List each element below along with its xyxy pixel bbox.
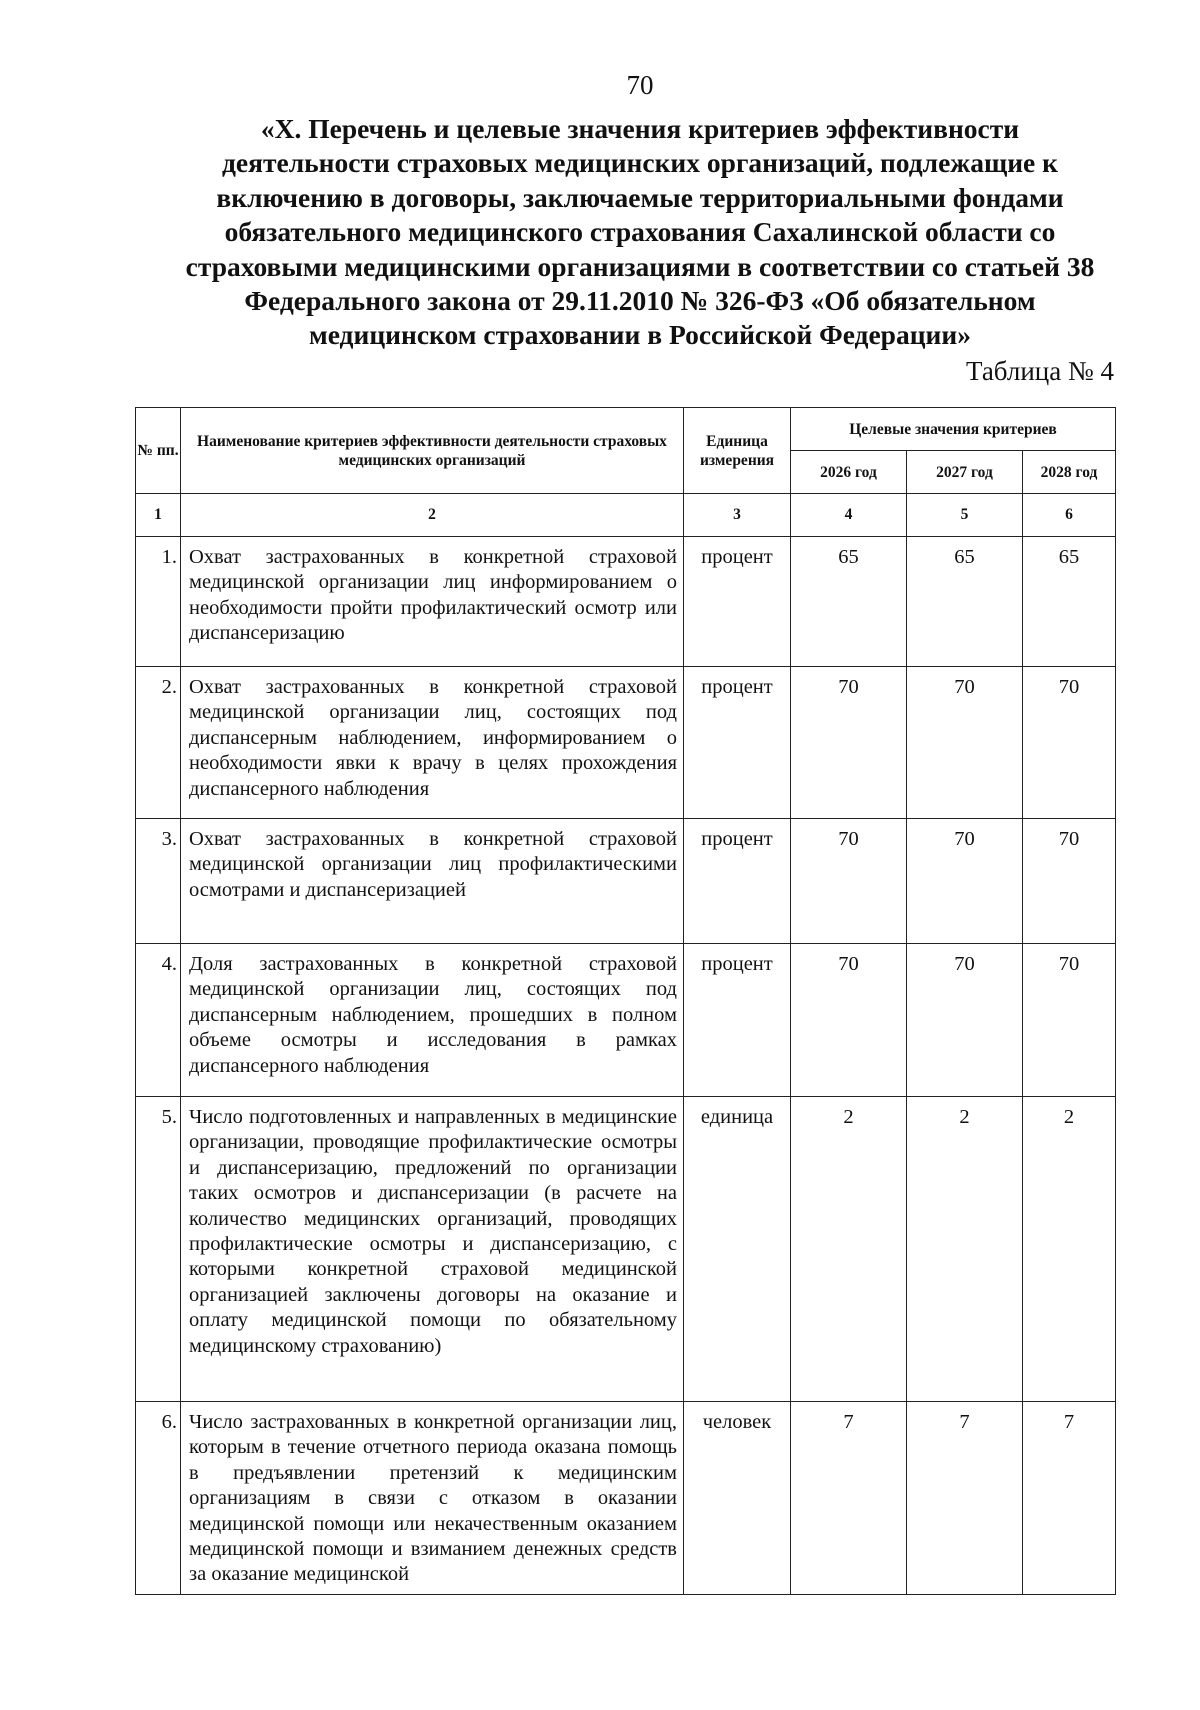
- heading-line: «X. Перечень и целевые значения критериев эффективности: [260, 113, 1020, 144]
- row-number: 2.: [136, 667, 181, 819]
- value-2026: 70: [791, 819, 907, 944]
- heading-line: страховыми медицинскими организациями в соответствии со статьей 38: [185, 250, 1095, 282]
- value-2026: 70: [791, 944, 907, 1097]
- header-year: 2026 год: [791, 451, 907, 494]
- row-number: 1.: [136, 537, 181, 667]
- value-2028: 2: [1023, 1097, 1116, 1402]
- table-row: [136, 667, 1116, 819]
- column-number: 6: [1023, 494, 1116, 537]
- heading-line: медицинском страховании в Российской Федерации»: [308, 319, 971, 351]
- column-number: 2: [181, 494, 684, 537]
- value-2027: 70: [907, 819, 1023, 944]
- column-number: 3: [684, 494, 791, 537]
- criterion-name: Доля застрахованных в конкретной страховой медицинской организации лиц, состоящих под диспансерным наблюдением, прошедших в полном объеме осмотры и исследования в рамках диспансерного наблюдения: [181, 944, 684, 1097]
- criterion-name: Охват застрахованных в конкретной страховой медицинской организации лиц профилактическими осмотрами и диспансеризацией: [181, 819, 684, 944]
- criterion-name: Число подготовленных и направленных в медицинские организации, проводящие профилактические осмотры и диспансеризацию, предложений по организации таких осмотров и диспансеризации (в расчете на количество медицинских организаций, проводящих профилактические осмотры и диспансеризацию, с которыми конкретной страховой медицинской организацией заключены договоры на оказание и оплату медицинской помощи по обязательному медицинскому страхованию): [181, 1097, 684, 1402]
- heading-line: деятельности страховых медицинских организаций, подлежащие к: [222, 147, 1058, 179]
- table-caption: Таблица № 4: [966, 356, 1114, 386]
- heading-line: Федерального закона от 29.11.2010 № 326-ФЗ «Об обязательном: [244, 285, 1036, 317]
- header-unit: Единица измерения: [684, 408, 791, 494]
- header-number: № пп.: [136, 408, 181, 494]
- page-number: 70: [626, 70, 654, 100]
- table-row: [136, 944, 1116, 1097]
- column-number-row: [136, 494, 1116, 537]
- heading-line: включению в договоры, заключаемые территориальными фондами: [216, 181, 1064, 213]
- column-number: 4: [791, 494, 907, 537]
- column-number: 5: [907, 494, 1023, 537]
- value-2028: 65: [1023, 537, 1116, 667]
- row-number: 4.: [136, 944, 181, 1097]
- unit: человек: [684, 1402, 791, 1595]
- row-number: 6.: [136, 1402, 181, 1595]
- value-2026: 7: [791, 1402, 907, 1595]
- heading-line: обязательного медицинского страхования Сахалинской области со: [224, 216, 1056, 248]
- section-heading: [150, 112, 1130, 353]
- value-2026: 65: [791, 537, 907, 667]
- value-2028: 7: [1023, 1402, 1116, 1595]
- criterion-name: Охват застрахованных в конкретной страховой медицинской организации лиц информированием о необходимости пройти профилактический осмотр или диспансеризацию: [181, 537, 684, 667]
- value-2027: 7: [907, 1402, 1023, 1595]
- value-2028: 70: [1023, 667, 1116, 819]
- value-2027: 70: [907, 667, 1023, 819]
- value-2028: 70: [1023, 944, 1116, 1097]
- header-year: 2028 год: [1023, 451, 1116, 494]
- value-2027: 65: [907, 537, 1023, 667]
- value-2028: 70: [1023, 819, 1116, 944]
- criterion-name: Охват застрахованных в конкретной страховой медицинской организации лиц, состоящих под диспансерным наблюдением, информированием о необходимости явки к врачу в целях прохождения диспансерного наблюдения: [181, 667, 684, 819]
- unit: единица: [684, 1097, 791, 1402]
- header-year: 2027 год: [907, 451, 1023, 494]
- unit: процент: [684, 667, 791, 819]
- criterion-name: Число застрахованных в конкретной организации лиц, которым в течение отчетного периода оказана помощь в предъявлении претензий к медицинским организациям в связи с отказом в оказании медицинской помощи или некачественным оказанием медицинской помощи и взиманием денежных средств за оказание медицинской: [181, 1402, 684, 1595]
- criteria-table: [135, 407, 1116, 1595]
- unit: процент: [684, 819, 791, 944]
- unit: процент: [684, 944, 791, 1097]
- row-number: 5.: [136, 1097, 181, 1402]
- header-criterion-name: Наименование критериев эффективности деятельности страховых медицинских организаций: [181, 408, 684, 494]
- value-2027: 2: [907, 1097, 1023, 1402]
- column-number: 1: [136, 494, 181, 537]
- value-2027: 70: [907, 944, 1023, 1097]
- table-row: [136, 1097, 1116, 1402]
- unit: процент: [684, 537, 791, 667]
- header-target-values: Целевые значения критериев: [791, 408, 1116, 451]
- table-row: [136, 819, 1116, 944]
- value-2026: 70: [791, 667, 907, 819]
- row-number: 3.: [136, 819, 181, 944]
- table-row: [136, 537, 1116, 667]
- table-row: [136, 1402, 1116, 1595]
- value-2026: 2: [791, 1097, 907, 1402]
